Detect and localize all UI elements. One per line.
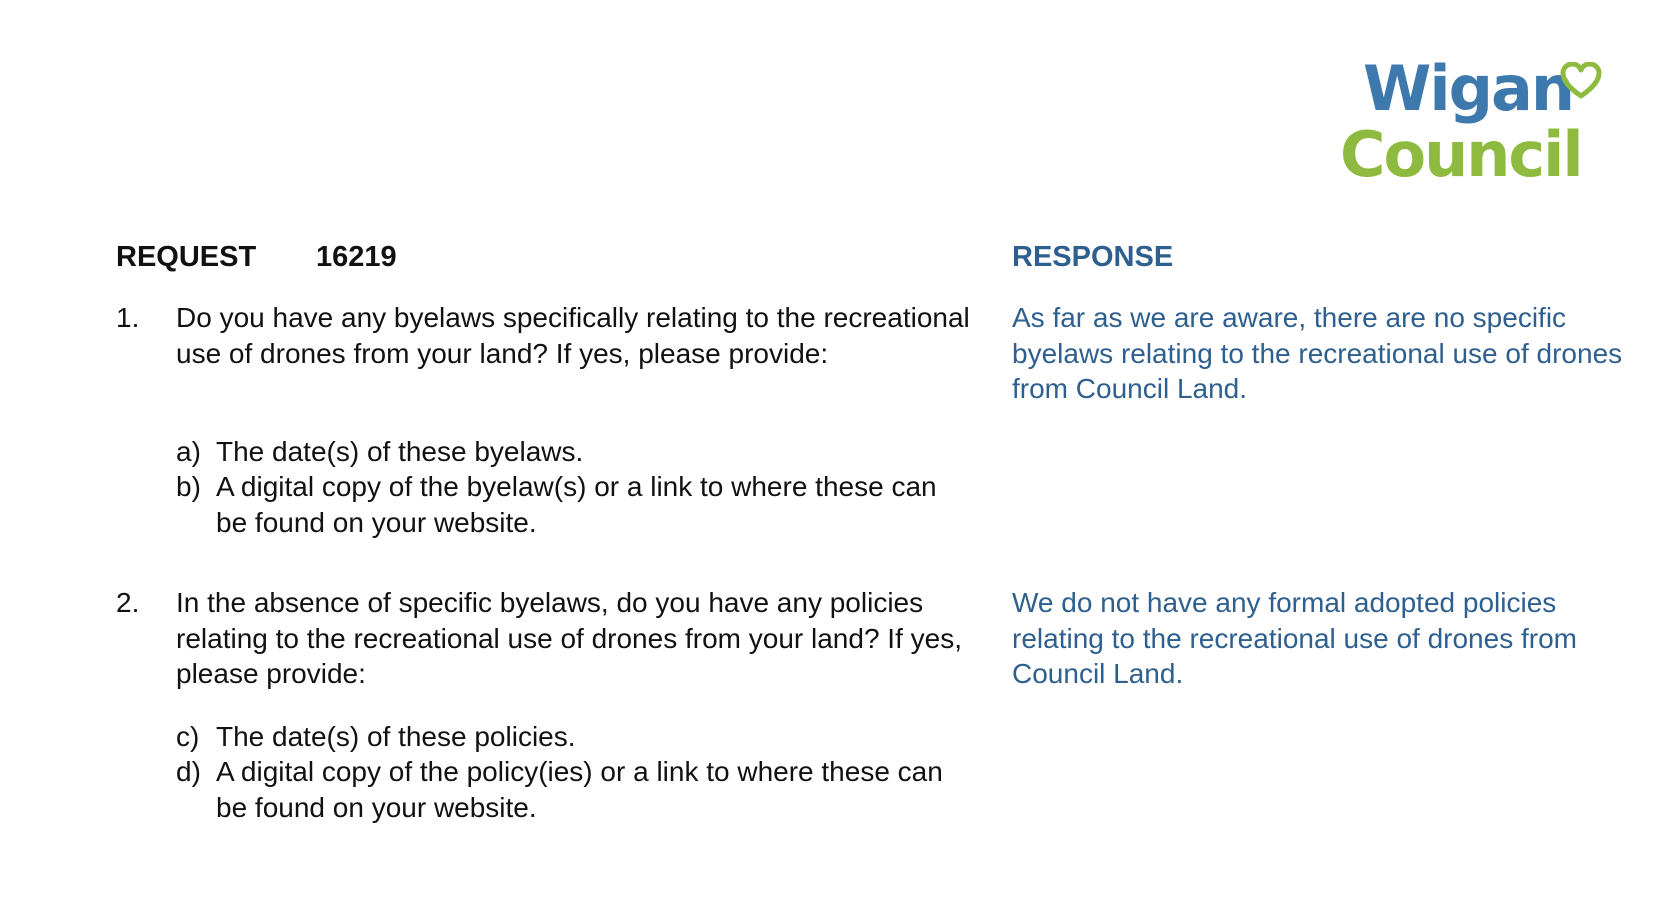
request-number: 16219 [316, 241, 397, 273]
response-1-text: As far as we are aware, there are no specific byelaws relating to the recreational use of drones from Council Land. [1012, 302, 1623, 404]
subitem-letter: a) [176, 436, 201, 467]
request-label: REQUEST [116, 241, 257, 273]
subitem-letter: b) [176, 471, 201, 502]
subitem-text: The date(s) of these policies. [216, 721, 576, 752]
question-1-number: 1. [116, 302, 140, 333]
subitem-text: The date(s) of these byelaws. [216, 436, 584, 467]
subitem-letter: c) [176, 721, 200, 752]
question-1-text: Do you have any byelaws specifically relating to the recreational use of drones from your land? If yes, please provide: [176, 302, 970, 369]
question-1-subitem-b [176, 469, 966, 540]
subitem-text: A digital copy of the byelaw(s) or a link to where these can be found on your website. [216, 471, 937, 538]
response-2-text: We do not have any formal adopted policies relating to the recreational use of drones from Council Land. [1012, 587, 1577, 689]
heart-icon [1560, 62, 1602, 100]
question-2-number: 2. [116, 587, 140, 618]
response-label: RESPONSE [1012, 241, 1174, 273]
subitem-letter: d) [176, 756, 201, 787]
question-1-subitem-a [176, 434, 966, 470]
logo-line-wigan: Wigan [1363, 52, 1573, 125]
logo-line-council: Council [1340, 118, 1582, 191]
question-2-text: In the absence of specific byelaws, do you have any policies relating to the recreational use of drones from your land? If yes, please provide: [176, 587, 962, 689]
question-2-subitem-d [176, 754, 966, 825]
council-logo [1340, 52, 1620, 208]
subitem-text: A digital copy of the policy(ies) or a link to where these can be found on your website. [216, 756, 943, 823]
question-2-subitem-c [176, 719, 966, 755]
